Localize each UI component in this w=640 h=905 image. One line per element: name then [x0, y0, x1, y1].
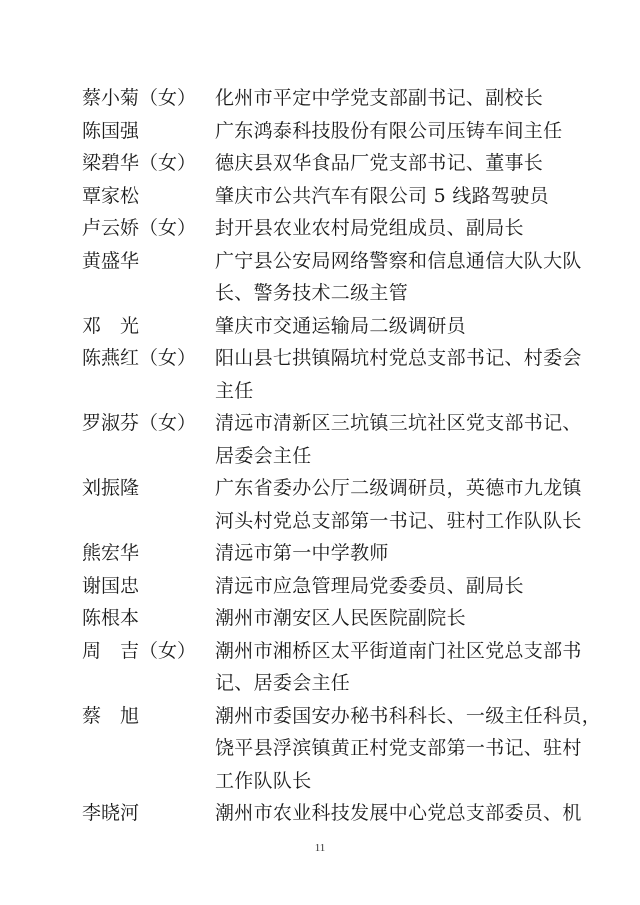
position-line: 清远市清新区三坑镇三坑社区党支部书记、 — [215, 412, 582, 434]
list-item — [82, 635, 582, 700]
list-item — [82, 472, 582, 537]
position-line: 阳山县七拱镇隔坑村党总支部书记、村委会 — [215, 347, 582, 369]
person-position — [215, 212, 582, 245]
list-item — [82, 310, 582, 343]
person-name: 邓 光 — [82, 314, 140, 337]
position-line: 工作队队长 — [215, 769, 312, 792]
position-line: 广东省委办公厅二级调研员，英德市九龙镇 — [215, 477, 582, 499]
honoree-list — [82, 82, 602, 830]
list-item — [82, 147, 582, 180]
list-item — [82, 602, 582, 635]
position-line: 主任 — [215, 379, 254, 402]
position-line: 广宁县公安局网络警察和信息通信大队大队 — [215, 249, 582, 272]
person-name: 覃家松 — [82, 184, 140, 207]
person-position — [215, 147, 582, 180]
person-name: 蔡 旭 — [82, 704, 140, 727]
person-name: 黄盛华 — [82, 249, 140, 272]
position-line: 肇庆市公共汽车有限公司 5 线路驾驶员 — [215, 184, 549, 207]
position-line: 河头村党总支部第一书记、驻村工作队队长 — [215, 509, 582, 532]
list-item — [82, 537, 582, 570]
person-position — [215, 245, 582, 310]
position-line: 德庆县双华食品厂党支部书记、董事长 — [215, 152, 544, 174]
page-number: 11 — [314, 842, 326, 854]
person-name: 罗淑芬（女） — [82, 412, 197, 434]
position-line: 长、警务技术二级主管 — [215, 282, 409, 304]
position-line: 潮州市农业科技发展中心党总支部委员、机 — [215, 802, 582, 824]
person-position — [215, 180, 582, 213]
person-name: 李晓河 — [82, 802, 140, 824]
position-line: 潮州市湘桥区太平街道南门社区党总支部书 — [215, 639, 582, 662]
person-name: 刘振隆 — [82, 477, 140, 499]
person-position — [215, 537, 582, 570]
person-name: 谢国忠 — [82, 574, 140, 597]
person-name: 陈根本 — [82, 607, 140, 629]
person-position — [215, 82, 582, 115]
list-item — [82, 570, 582, 603]
position-line: 饶平县浮滨镇黄正村党支部第一书记、驻村 — [215, 737, 582, 759]
list-item — [82, 115, 582, 148]
list-item — [82, 797, 582, 830]
list-item — [82, 82, 582, 115]
person-name: 梁碧华（女） — [82, 152, 197, 174]
position-line: 居委会主任 — [215, 444, 312, 467]
position-line: 肇庆市交通运输局二级调研员 — [215, 314, 466, 337]
position-line: 记、居委会主任 — [215, 672, 351, 694]
person-position — [215, 472, 582, 537]
position-line: 清远市应急管理局党委委员、副局长 — [215, 574, 524, 597]
person-position — [215, 797, 582, 830]
person-position — [215, 700, 601, 798]
position-line: 封开县农业农村局党组成员、副局长 — [215, 217, 524, 239]
list-item — [82, 212, 582, 245]
person-name: 卢云娇（女） — [82, 217, 197, 239]
position-line: 潮州市委国安办秘书科科长、一级主任科员， — [215, 704, 602, 727]
position-line: 广东鸿泰科技股份有限公司压铸车间主任 — [215, 119, 563, 142]
person-name: 周 吉（女） — [82, 639, 197, 662]
person-position — [215, 570, 582, 603]
person-position — [215, 310, 582, 343]
person-position — [215, 407, 582, 472]
list-item — [82, 407, 582, 472]
position-line: 化州市平定中学党支部副书记、副校长 — [215, 87, 544, 109]
position-line: 清远市第一中学教师 — [215, 542, 389, 564]
list-item — [82, 180, 582, 213]
position-line: 潮州市潮安区人民医院副院长 — [215, 607, 466, 629]
person-name: 陈国强 — [82, 119, 140, 142]
list-item — [82, 700, 602, 798]
person-name: 蔡小菊（女） — [82, 87, 197, 109]
person-position — [215, 115, 582, 148]
person-name: 熊宏华 — [82, 542, 140, 564]
person-name: 陈燕红（女） — [82, 347, 197, 369]
person-position — [215, 602, 582, 635]
person-position — [215, 342, 582, 407]
list-item — [82, 245, 582, 310]
list-item — [82, 342, 582, 407]
person-position — [215, 635, 582, 700]
